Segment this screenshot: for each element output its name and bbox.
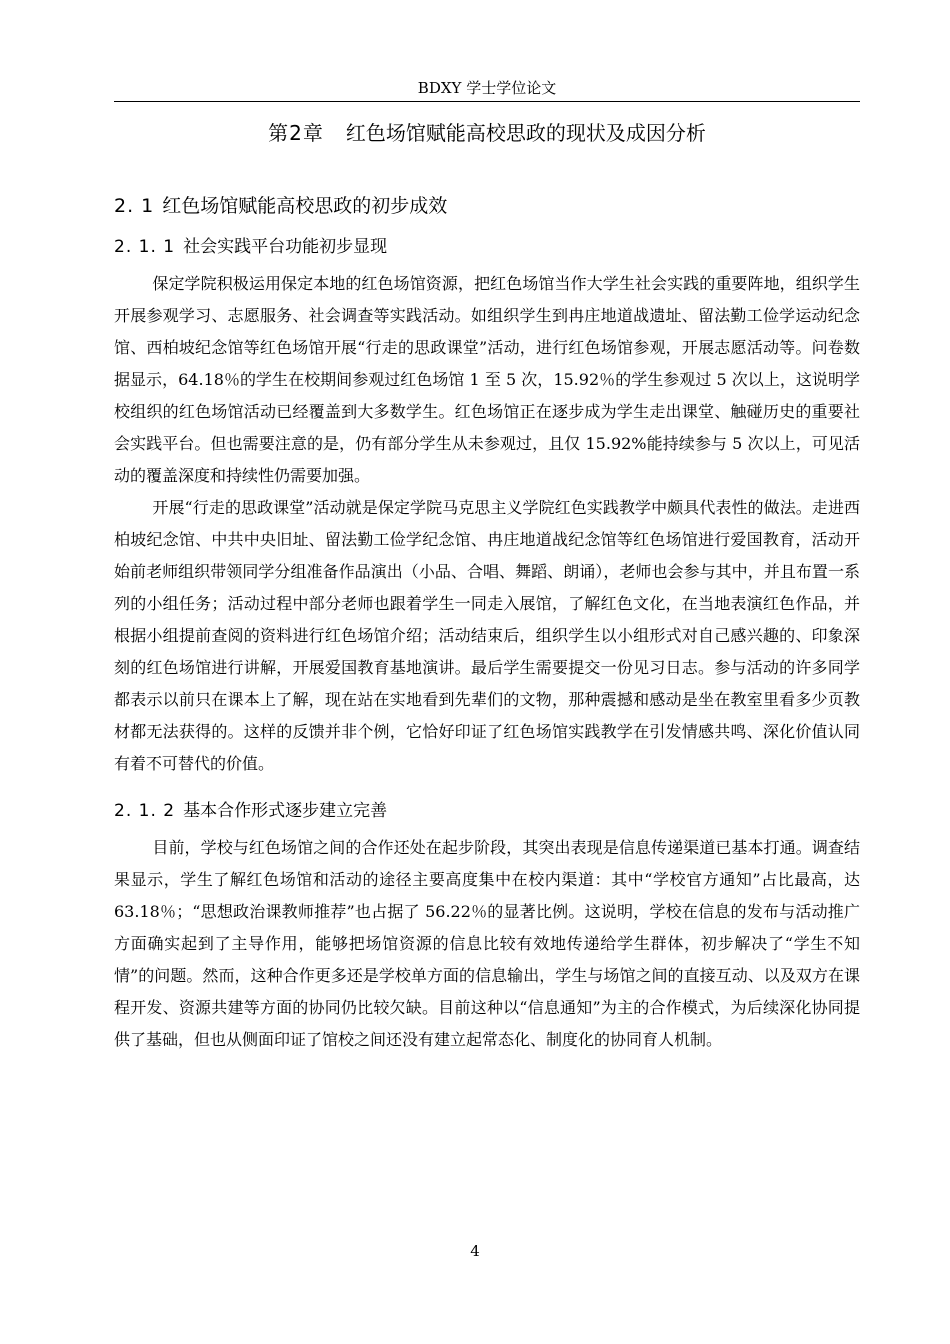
subsection-title: 基本合作形式逐步建立完善 <box>183 801 388 821</box>
subsection-number: 2. 1. 2 <box>114 801 176 821</box>
section-number: 2. 1 <box>114 195 155 217</box>
subsection-title: 社会实践平台功能初步显现 <box>183 237 388 257</box>
chapter-heading <box>114 112 860 154</box>
running-header: BDXY 学士学位论文 <box>417 79 557 97</box>
subsection-heading-1 <box>114 232 860 262</box>
subsection-heading-2 <box>114 796 860 826</box>
body-paragraph: 目前，学校与红色场馆之间的合作还处在起步阶段，其突出表现是信息传递渠道已基本打通。调查结果显示，学生了解红色场馆和活动的途径主要高度集中在校内渠道：其中“学校官方通知”占比最高，达 63.18％；“思想政治课教师推荐”也占据了 56.22％的显著比例。这说明，学校在信息的发布与活动推广方面确实起到了主导作用，能够把场馆资源的信息比较有效地传递给学生群体，初步解决了“学生不知情”的问题。然而，这种合作更多还是学校单方面的信息输出，学生与场馆之间的直接互动、以及双方在课程开发、资源共建等方面的协同仍比较欠缺。目前这种以“信息通知”为主的合作模式，为后续深化协同提供了基础，但也从侧面印证了馆校之间还没有建立起常态化、制度化的协同育人机制。 <box>114 838 860 1049</box>
body-paragraph: 保定学院积极运用保定本地的红色场馆资源，把红色场馆当作大学生社会实践的重要阵地，组织学生开展参观学习、志愿服务、社会调查等实践活动。如组织学生到冉庄地道战遗址、留法勤工俭学运动纪念馆、西柏坡纪念馆等红色场馆开展“行走的思政课堂”活动，进行红色场馆参观，开展志愿活动等。问卷数据显示，64.18％的学生在校期间参观过红色场馆 1 至 5 次，15.92％的学生参观过 5 次以上，这说明学校组织的红色场馆活动已经覆盖到大多数学生。红色场馆正在逐步成为学生走出课堂、触碰历史的重要社会实践平台。但也需要注意的是，仍有部分学生从未参观过，且仅 15.92%能持续参与 5 次以上，可见活动的覆盖深度和持续性仍需要加强。 <box>114 274 860 485</box>
chapter-title: 红色场馆赋能高校思政的现状及成因分析 <box>345 121 706 145</box>
body-paragraph: 开展“行走的思政课堂”活动就是保定学院马克思主义学院红色实践教学中颇具代表性的做法。走进西柏坡纪念馆、中共中央旧址、留法勤工俭学纪念馆、冉庄地道战纪念馆等红色场馆进行爱国教育，活动开始前老师组织带领同学分组准备作品演出（小品、合唱、舞蹈、朗诵），老师也会参与其中，并且布置一系列的小组任务；活动过程中部分老师也跟着学生一同走入展馆，了解红色文化，在当地表演红色作品，并根据小组提前查阅的资料进行红色场馆介绍；活动结束后，组织学生以小组形式对自己感兴趣的、印象深刻的红色场馆进行讲解，开展爱国教育基地演讲。最后学生需要提交一份见习日志。参与活动的许多同学都表示以前只在课本上了解，现在站在实地看到先辈们的文物，那种震撼和感动是坐在教室里看多少页教材都无法获得的。这样的反馈并非个例，它恰好印证了红色场馆实践教学在引发情感共鸣、深化价值认同有着不可替代的价值。 <box>114 498 860 773</box>
page-body <box>114 112 860 1056</box>
section-title: 红色场馆赋能高校思政的初步成效 <box>162 195 448 217</box>
subsection-number: 2. 1. 1 <box>114 237 176 257</box>
page-number: 4 <box>470 1242 480 1260</box>
chapter-number: 第2章 <box>268 121 324 145</box>
header-divider <box>114 101 860 102</box>
section-heading <box>114 190 860 222</box>
